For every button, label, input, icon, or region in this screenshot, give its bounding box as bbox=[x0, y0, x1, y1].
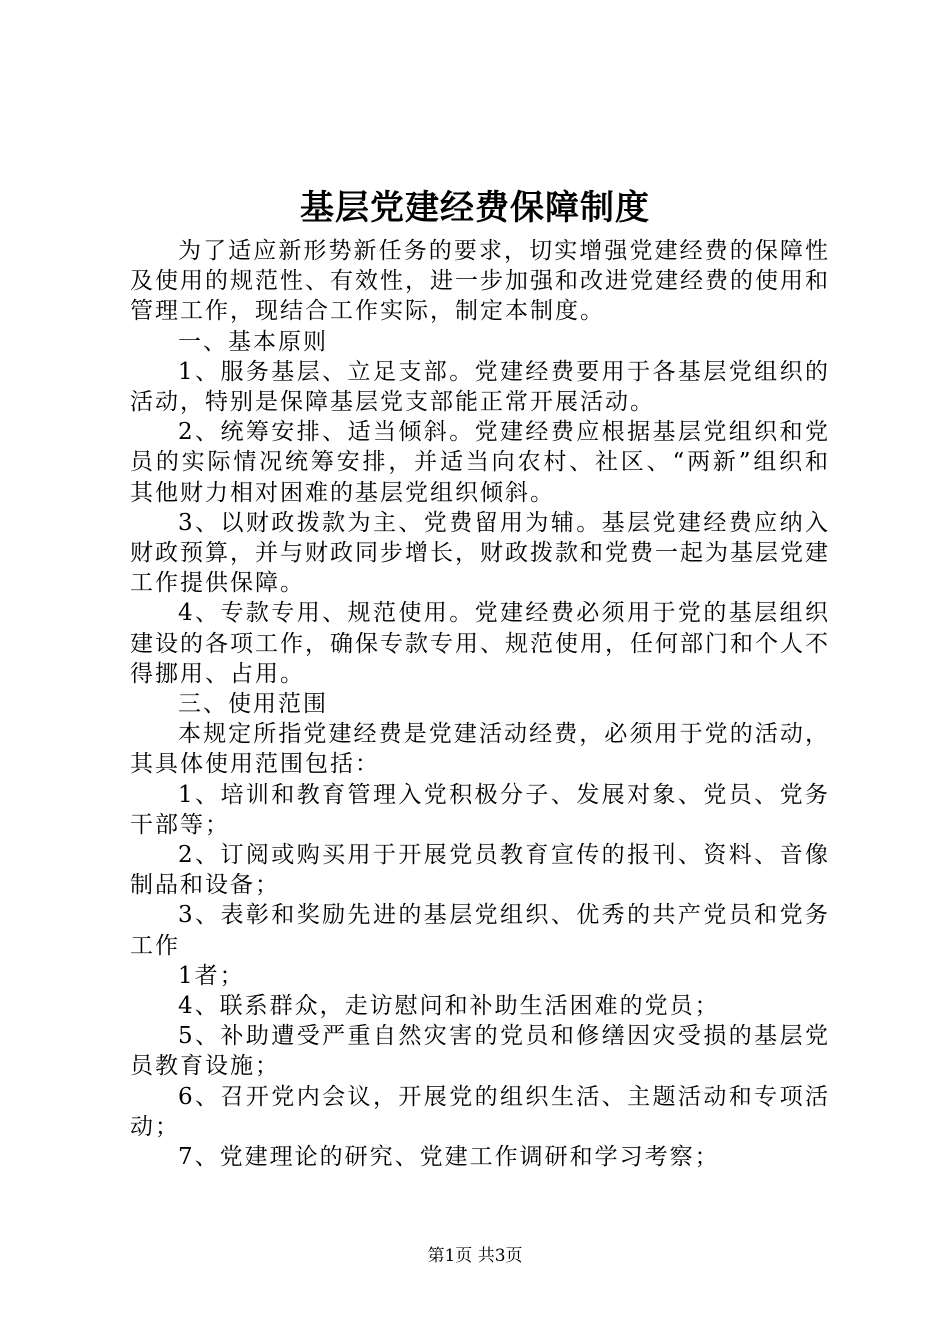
document-body bbox=[130, 236, 830, 1172]
paragraph-scope-5: 5、补助遭受严重自然灾害的党员和修缮因灾受损的基层党员教育设施； bbox=[130, 1023, 830, 1080]
paragraph-principle-4: 4、专款专用、规范使用。党建经费必须用于党的基层组织建设的各项工作，确保专款专用、规范使用，任何部门和个人不得挪用、占用。 bbox=[130, 600, 830, 687]
paragraph-scope-3: 3、表彰和奖励先进的基层党组织、优秀的共产党员和党务工作 bbox=[130, 902, 830, 959]
paragraph-scope-3-continued: 1者； bbox=[178, 962, 245, 989]
paragraph-scope-6: 6、召开党内会议，开展党的组织生活、主题活动和专项活动； bbox=[130, 1083, 830, 1140]
paragraph-scope-7: 7、党建理论的研究、党建工作调研和学习考察； bbox=[178, 1144, 720, 1171]
document-title: 基层党建经费保障制度 bbox=[300, 188, 650, 228]
paragraph-scope-1: 1、培训和教育管理入党积极分子、发展对象、党员、党务干部等； bbox=[130, 781, 830, 838]
paragraph-scope-intro: 本规定所指党建经费是党建活动经费，必须用于党的活动，其具体使用范围包括： bbox=[130, 721, 830, 778]
paragraph-principle-1: 1、服务基层、立足支部。党建经费要用于各基层党组织的活动，特别是保障基层党支部能正常开展活动。 bbox=[130, 358, 830, 416]
section-heading-basic-principles: 一、基本原则 bbox=[178, 328, 328, 355]
paragraph-principle-2: 2、统筹安排、适当倾斜。党建经费应根据基层党组织和党员的实际情况统筹安排，并适当向农村、社区、“两新”组织和其他财力相对困难的基层党组织倾斜。 bbox=[130, 419, 830, 506]
paragraph-scope-4: 4、联系群众，走访慰问和补助生活困难的党员； bbox=[178, 993, 720, 1020]
paragraph-scope-2: 2、订阅或购买用于开展党员教育宣传的报刊、资料、音像制品和设备； bbox=[130, 842, 830, 899]
paragraph-principle-3: 3、以财政拨款为主、党费留用为辅。基层党建经费应纳入财政预算，并与财政同步增长，财政拨款和党费一起为基层党建工作提供保障。 bbox=[130, 509, 830, 597]
section-heading-scope: 三、使用范围 bbox=[178, 691, 328, 718]
paragraph-intro: 为了适应新形势新任务的要求，切实增强党建经费的保障性及使用的规范性、有效性，进一步加强和改进党建经费的使用和管理工作，现结合工作实际，制定本制度。 bbox=[130, 238, 830, 325]
page-footer: 第1页 共3页 bbox=[427, 1246, 523, 1266]
